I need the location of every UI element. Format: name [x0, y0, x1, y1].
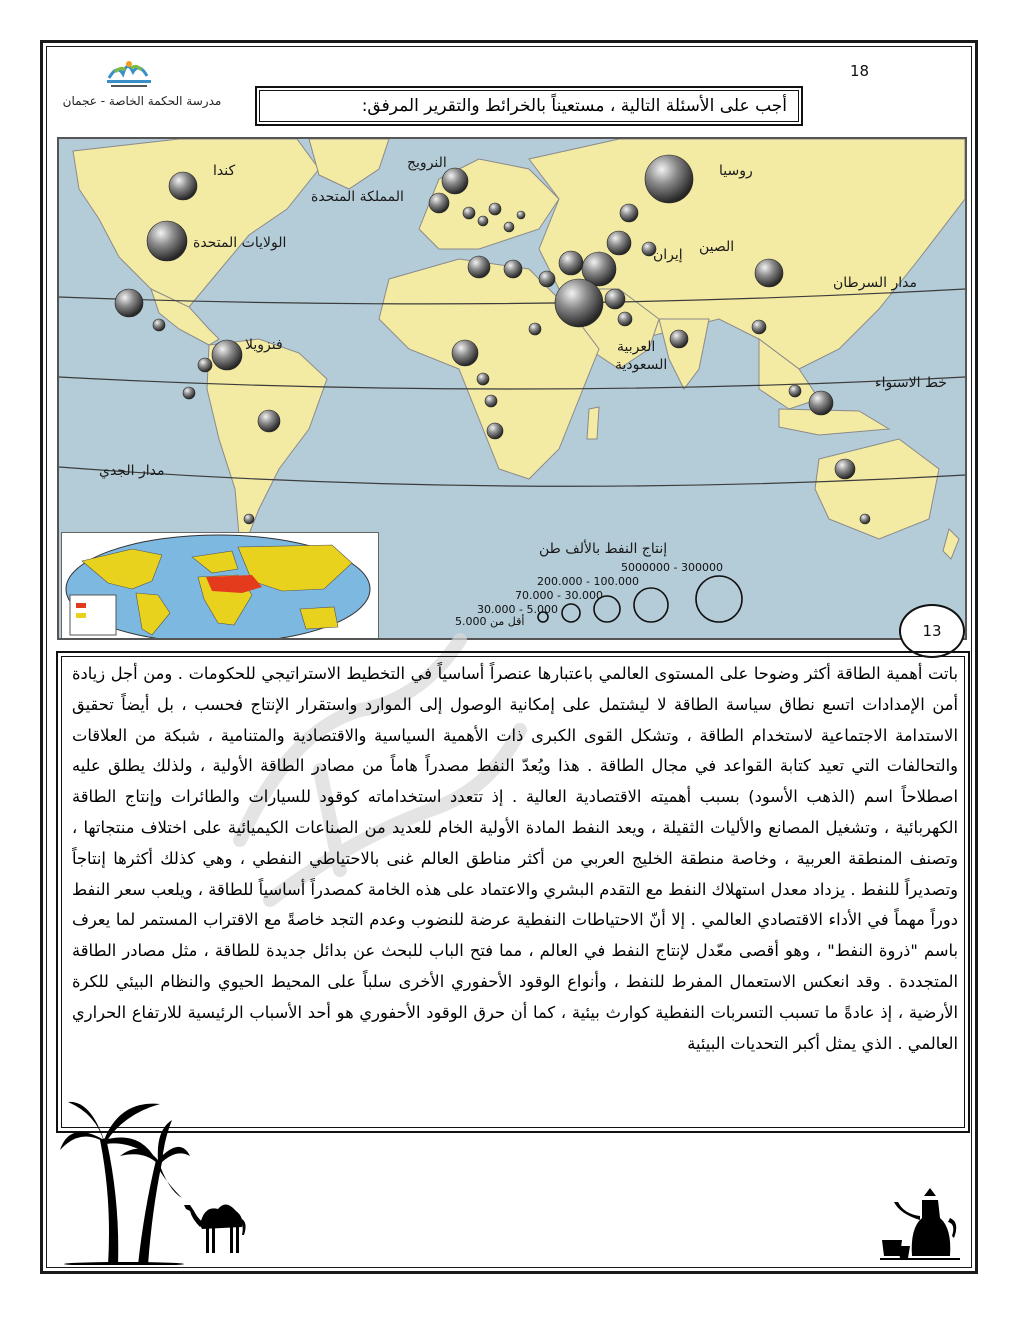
- sphere-india: [670, 330, 688, 348]
- sphere-ecuador: [183, 387, 195, 399]
- australia: [815, 439, 939, 539]
- label-equator: خط الاستواء: [875, 375, 947, 391]
- legend-circle-2: [562, 604, 580, 622]
- legend-circle-4: [634, 588, 668, 622]
- report-paragraph: باتت أهمية الطاقة أكثر وضوحا على المستوى العالمي باعتبارها عنصراً أساسياً في التخطيط الاستراتيجي للحكومات . ومن أجل زيادة أمن الإمدادات اتسع نطاق سياسة الطاقة لا ليشتمل على إمكانية الوصول إلى الموارد واستقرار الإنتاج فحسب ، بل أيضاً تحقيق الاستدامة الاجتماعية لاستخدام الطاقة ، وتشكل القوى الكبرى ذات الأهمية السياسية والاقتصادية والمتنامية ، شبكة من العلاقات والتحالفات التي تعيد كتابة القواعد في مجال الطاقة . هذا ويُعدّ النفط مصدراً هاماً من مصادر الطاقة الأولية ، ولذلك يطلق عليه اصطلاحاً اسم (الذهب الأسود) بسبب أهميته الاقتصادية العالية . إذ تتعدد استخداماته كوقود للسيارات والطائرات وإنتاج الطاقة الكهربائية ، وتشغيل المصانع والأليات الثقيلة ، ويعد النفط المادة الأولية الخام للعديد من الصناعات الكيميائية على اختلاف منتجاتها ، وتصنف المنطقة العربية ، وخاصة منطقة الخليج العربي من أكثر مناطق العالم غنى بالاحتياطي النفطي ، وهي كذلك أكثرها إنتاجاً وتصديراً للنفط . يزداد معدل استهلاك النفط مع التقدم البشري والاعتماد على هذه الخامة كمصدراً أساسياً للطاقة ، ويلعب سعر النفط دوراً مهماً في الأداء الاقتصادي العالمي . إلا أنّ الاحتياطات النفطية عرضة للنضوب وعدم التجد خاصةً مع الاقتراب المستمر لما يعرف باسم "ذروة النفط" ، وهو أقصى معّدل لإنتاج النفط في العالم ، مما فتح الباب للبحث عن بدائل جديدة للطاقة ، مثل مصادر الطاقة المتجددة . وقد انعكس الاستعمال المفرط للنفط ، وأنواع الوقود الأحفوري الأخرى سلباً على المحيط الحيوي والنظام البيئي للكرة الأرضية ، إذ عادةً ما تسبب التسربات النفطية كوارث بيئية ، كما أن حرق الوقود الأحفوري هو أحد الأسباب الرئيسية للارتفاع الحراري العالمي . الذي يمثل أكبر التحديات البيئية: [72, 664, 958, 1053]
- label-russia: روسيا: [719, 163, 753, 179]
- sphere-china: [755, 259, 783, 287]
- legend-range-3: 70.000 - 30.000: [515, 589, 603, 602]
- label-saudi-1: العربية: [617, 339, 656, 355]
- madagascar: [587, 407, 599, 439]
- question-number-badge: 13: [899, 604, 965, 658]
- sphere-southeast-asia-2: [789, 385, 801, 397]
- camel-illustration: [182, 1195, 258, 1255]
- label-iran: إيران: [653, 247, 683, 263]
- legend-circle-5: [696, 576, 742, 622]
- label-norway: النرويج: [407, 155, 447, 171]
- sphere-russia: [645, 155, 693, 203]
- legend-range-4: 30.000 - 5.000: [477, 603, 558, 616]
- sphere-kuwait: [607, 231, 631, 255]
- india: [659, 319, 709, 389]
- greenland: [309, 139, 389, 189]
- north-america: [73, 139, 319, 315]
- coffee-pot-illustration: [880, 1188, 960, 1260]
- sphere-egypt: [539, 271, 555, 287]
- new-zealand: [943, 529, 959, 559]
- sphere-australia-2: [860, 514, 870, 524]
- sphere-nigeria: [452, 340, 478, 366]
- school-logo: [103, 56, 155, 90]
- label-saudi-2: السعودية: [615, 357, 668, 373]
- label-capricorn: مدار الجدي: [99, 463, 165, 479]
- label-venezuela: فنزويلا: [245, 337, 283, 353]
- label-usa: الولايات المتحدة: [193, 235, 287, 251]
- sphere-europe-3: [489, 203, 501, 215]
- palm-tree-illustration: [60, 1080, 190, 1265]
- page-number: 18: [850, 62, 870, 80]
- instruction-text: أجب على الأسئلة التالية ، مستعيناً بالخرائط والتقرير المرفق:: [361, 96, 787, 116]
- sphere-iraq: [559, 251, 583, 275]
- oil-production-map: [57, 137, 967, 640]
- sphere-europe-5: [517, 211, 525, 219]
- sphere-canada: [169, 172, 197, 200]
- indonesia: [779, 409, 889, 435]
- label-uk: المملكة المتحدة: [311, 189, 404, 205]
- sphere-uae: [605, 289, 625, 309]
- sphere-sudan: [529, 323, 541, 335]
- sphere-mexico: [115, 289, 143, 317]
- sphere-venezuela: [212, 340, 242, 370]
- sphere-caribbean: [153, 319, 165, 331]
- sphere-indonesia: [809, 391, 833, 415]
- sphere-africa-2: [485, 395, 497, 407]
- legend-range-5: أقل من 5.000: [455, 615, 525, 628]
- legend-title: إنتاج النفط بالألف طن: [539, 541, 668, 557]
- sphere-africa-1: [477, 373, 489, 385]
- sphere-libya: [504, 260, 522, 278]
- sphere-australia-1: [835, 459, 855, 479]
- label-cancer: مدار السرطان: [833, 275, 918, 291]
- instruction-box: [255, 86, 803, 126]
- label-canada: كندا: [213, 163, 236, 179]
- sphere-kazakhstan: [620, 204, 638, 222]
- label-china: الصين: [699, 239, 735, 255]
- report-text: [72, 659, 958, 1059]
- legend-circle-3: [594, 596, 620, 622]
- sphere-oman: [618, 312, 632, 326]
- school-name: مدرسة الحكمة الخاصة - عجمان: [62, 94, 222, 108]
- sphere-norway: [442, 168, 468, 194]
- sphere-europe-2: [478, 216, 488, 226]
- sphere-europe-1: [463, 207, 475, 219]
- inset-world-map: [61, 532, 379, 640]
- sphere-usa: [147, 221, 187, 261]
- sphere-argentina: [244, 514, 254, 524]
- sphere-uk: [429, 193, 449, 213]
- legend-range-2: 200.000 - 100.000: [537, 575, 639, 588]
- sphere-southeast-asia-1: [752, 320, 766, 334]
- sphere-brazil: [258, 410, 280, 432]
- legend-range-1: 5000000 - 300000: [621, 561, 723, 574]
- sphere-algeria: [468, 256, 490, 278]
- sphere-angola: [487, 423, 503, 439]
- sphere-europe-4: [504, 222, 514, 232]
- sphere-colombia: [198, 358, 212, 372]
- sphere-saudi: [555, 279, 603, 327]
- report-box: [56, 651, 970, 1133]
